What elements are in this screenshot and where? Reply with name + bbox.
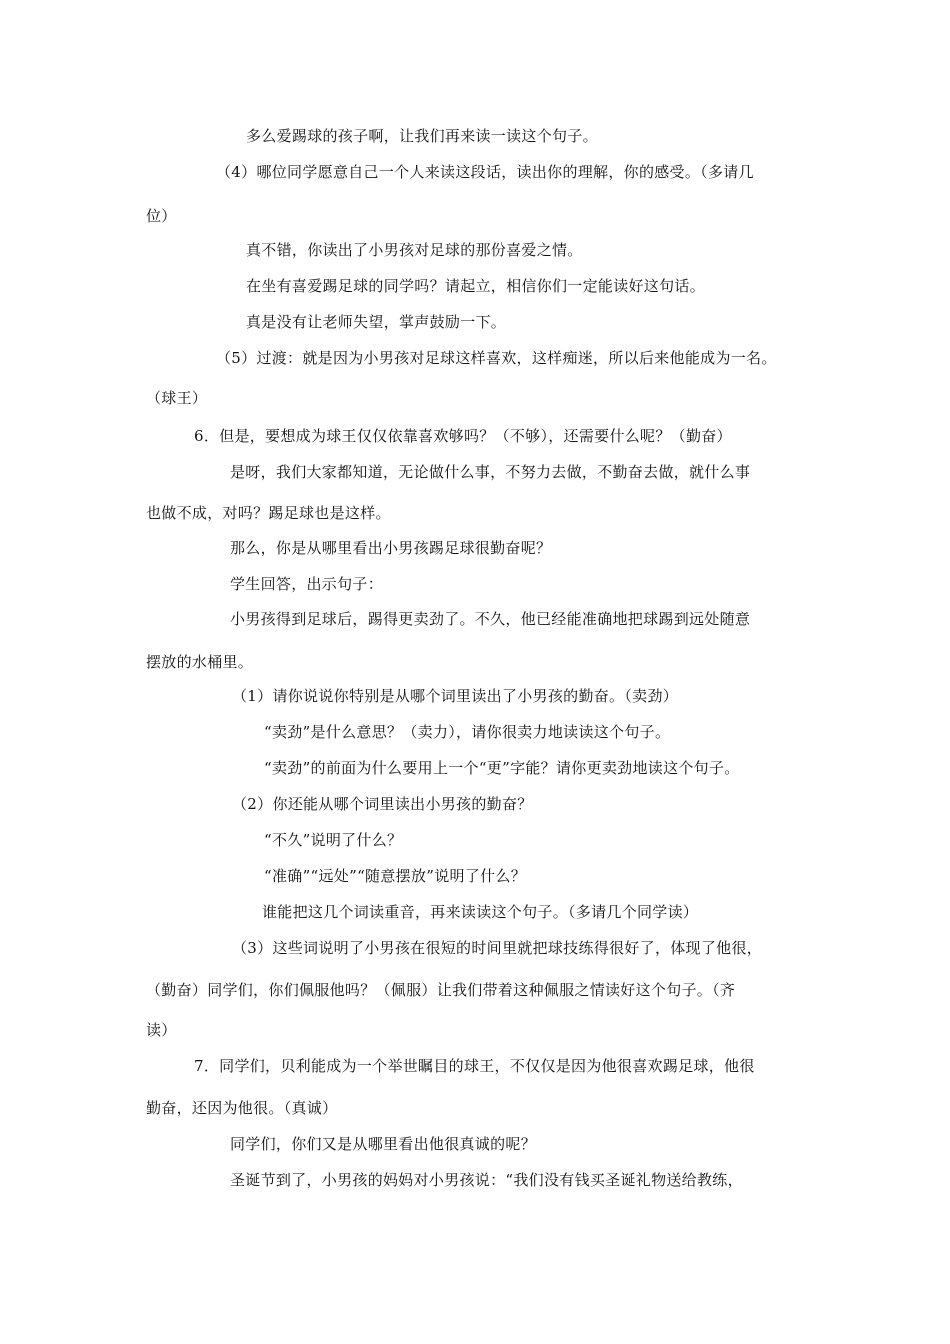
text-line: 学生回答，出示句子： [230, 575, 384, 593]
text-line: 也做不成，对吗？踢足球也是这样。 [146, 504, 391, 522]
text-line: （1）请你说说你特别是从哪个词里读出了小男孩的勤奋。（卖劲） [232, 687, 679, 705]
text-line: 多么爱踢球的孩子啊，让我们再来读一读这个句子。 [246, 127, 598, 145]
text-line: 6．但是，要想成为球王仅仅依靠喜欢够吗？（不够），还需要什么呢？（勤奋） [194, 427, 732, 445]
text-line: 圣诞节到了，小男孩的妈妈对小男孩说：“我们没有钱买圣诞礼物送给教练， [230, 1171, 743, 1189]
text-line: 位） [146, 207, 177, 225]
text-line: 谁能把这几个词读重音，再来读读这个句子。（多请几个同学读） [262, 903, 699, 921]
text-line: 摆放的水桶里。 [146, 653, 254, 671]
text-line: 在坐有喜爱踢足球的同学吗？请起立，相信你们一定能读好这句话。 [246, 277, 706, 295]
text-line: （5）过渡：就是因为小男孩对足球这样喜欢，这样痴迷，所以后来他能成为一名。 [216, 349, 777, 367]
text-line: “卖劲”是什么意思？（卖力），请你很卖力地读读这个句子。 [264, 723, 671, 741]
text-line: “不久”说明了什么？ [264, 831, 403, 849]
text-line: 同学们，你们又是从哪里看出他很真诚的呢？ [230, 1135, 537, 1153]
text-line: 读） [146, 1021, 177, 1039]
text-line: 那么，你是从哪里看出小男孩踢足球很勤奋呢？ [230, 539, 552, 557]
text-line: 小男孩得到足球后，踢得更卖劲了。不久，他已经能准确地把球踢到远处随意 [230, 610, 751, 628]
text-line: 真不错，你读出了小男孩对足球的那份喜爱之情。 [246, 241, 583, 259]
text-line: 勤奋，还因为他很。（真诚） [146, 1099, 338, 1117]
text-line: （3）这些词说明了小男孩在很短的时间里就把球技练得很好了，体现了他很， [232, 939, 763, 957]
text-line: “准确”“远处”“随意摆放”说明了什么？ [264, 867, 527, 885]
text-line: “卖劲”的前面为什么要用上一个“更”字能？请你更卖劲地读这个句子。 [264, 759, 740, 777]
text-line: 7．同学们，贝利能成为一个举世瞩目的球王，不仅仅是因为他很喜欢踢足球，他很 [194, 1057, 755, 1075]
text-line: 是呀，我们大家都知道，无论做什么事，不努力去做，不勤奋去做，就什么事 [230, 463, 751, 481]
text-line: （勤奋）同学们，你们佩服他吗？（佩服）让我们带着这种佩服之情读好这个句子。（齐 [146, 981, 736, 999]
text-line: 真是没有让老师失望，掌声鼓励一下。 [246, 313, 507, 331]
text-line: （2）你还能从哪个词里读出小男孩的勤奋？ [232, 795, 533, 813]
text-line: （4）哪位同学愿意自己一个人来读这段话，读出你的理解，你的感受。（多请几 [216, 163, 754, 181]
text-line: （球王） [146, 389, 208, 407]
